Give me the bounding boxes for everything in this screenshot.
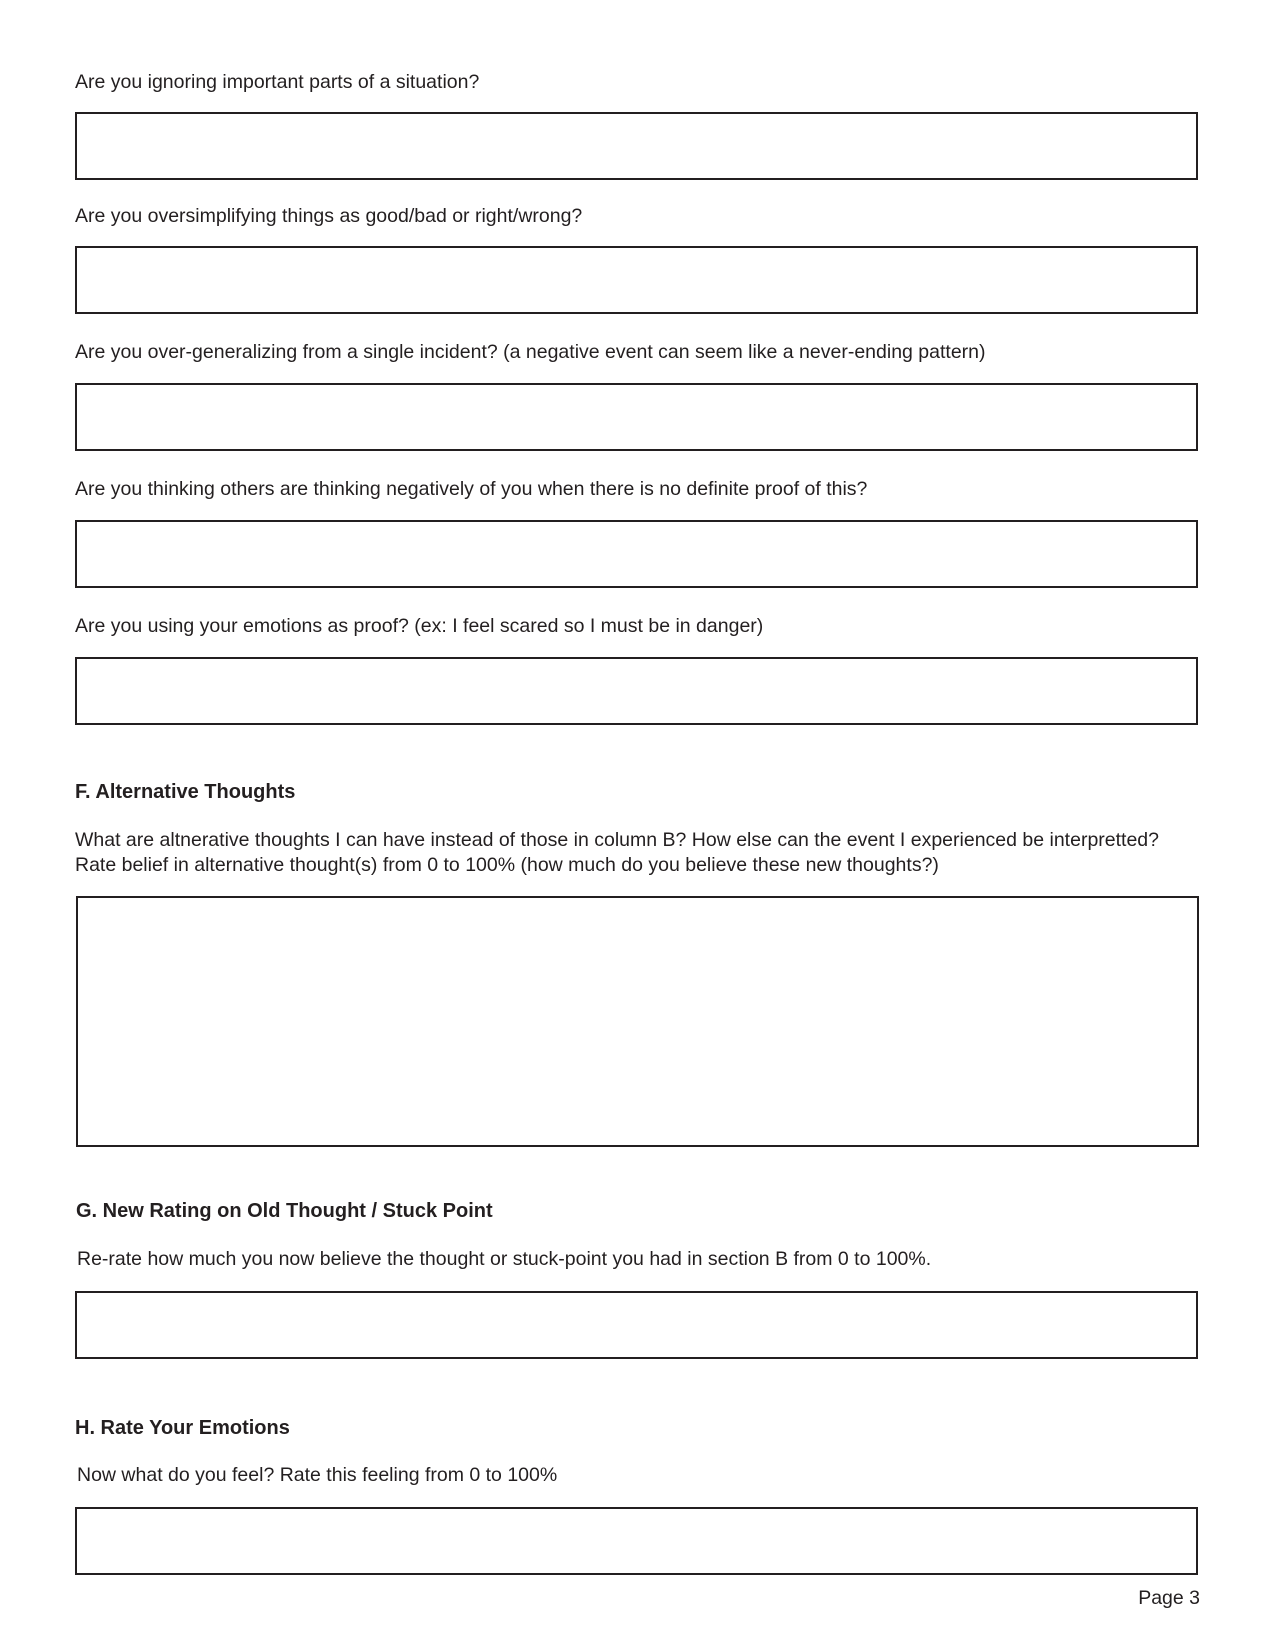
question-ignoring-parts: Are you ignoring important parts of a situation?: [75, 71, 480, 93]
answer-box-oversimplifying[interactable]: [75, 246, 1198, 314]
question-over-generalizing: Are you over-generalizing from a single incident? (a negative event can seem like a never-ending pattern): [75, 341, 986, 363]
answer-box-over-generalizing[interactable]: [75, 383, 1198, 451]
page-number: Page 3: [1138, 1587, 1200, 1609]
question-mind-reading: Are you thinking others are thinking negatively of you when there is no definite proof of this?: [75, 478, 868, 500]
answer-box-rate-emotions[interactable]: [75, 1507, 1198, 1575]
section-h-heading: H. Rate Your Emotions: [75, 1417, 290, 1439]
section-h-prompt: Now what do you feel? Rate this feeling from 0 to 100%: [77, 1464, 558, 1486]
question-emotional-reasoning: Are you using your emotions as proof? (ex: I feel scared so I must be in danger): [75, 615, 764, 637]
question-oversimplifying: Are you oversimplifying things as good/bad or right/wrong?: [75, 205, 583, 227]
answer-box-mind-reading[interactable]: [75, 520, 1198, 588]
answer-box-new-rating[interactable]: [75, 1291, 1198, 1359]
section-f-heading: F. Alternative Thoughts: [75, 781, 296, 803]
answer-box-alternative-thoughts[interactable]: [76, 896, 1199, 1147]
section-f-line-2: Rate belief in alternative thought(s) from 0 to 100% (how much do you believe these new thoughts?): [75, 854, 939, 876]
answer-box-emotional-reasoning[interactable]: [75, 657, 1198, 725]
section-f-line-1: What are altnerative thoughts I can have instead of those in column B? How else can the event I experienced be interpretted?: [75, 829, 1159, 851]
answer-box-ignoring-parts[interactable]: [75, 112, 1198, 180]
section-g-heading: G. New Rating on Old Thought / Stuck Point: [76, 1200, 493, 1222]
section-g-prompt: Re-rate how much you now believe the thought or stuck-point you had in section B from 0 to 100%.: [77, 1248, 932, 1270]
section-f-instructions: [75, 828, 1159, 878]
